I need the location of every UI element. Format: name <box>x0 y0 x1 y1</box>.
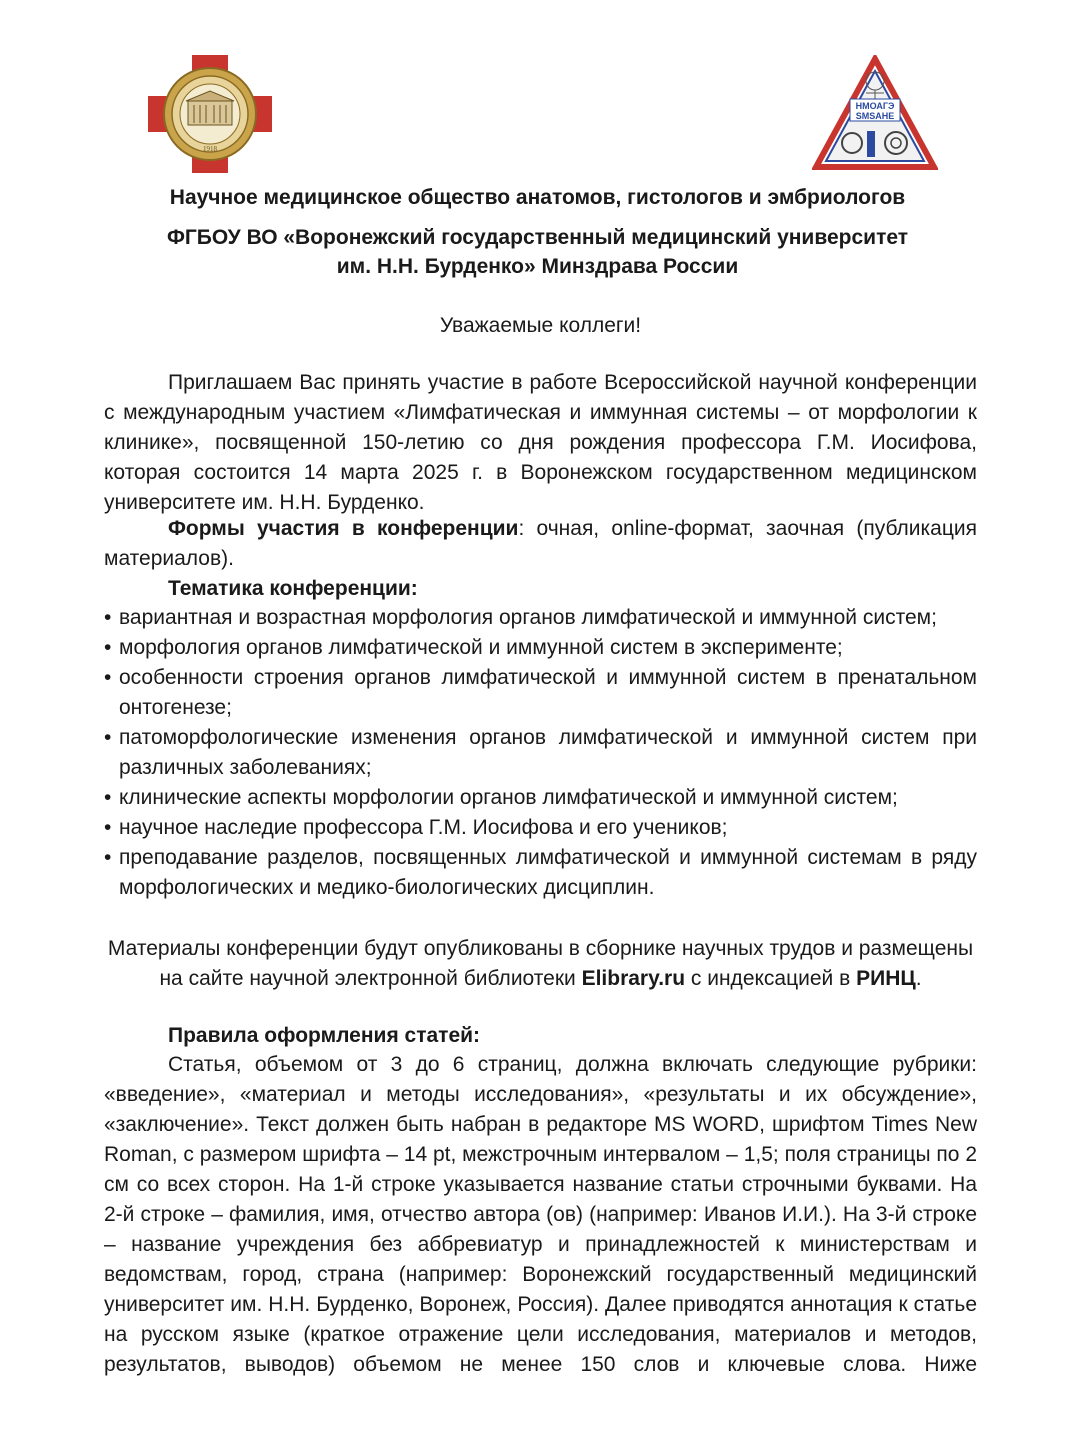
list-item: • научное наследие профессора Г.М. Иосифова и его учеников; <box>104 813 977 843</box>
list-item: • особенности строения органов лимфатической и иммунной систем в пренатальном онтогенезе; <box>104 663 977 723</box>
greeting: Уважаемые коллеги! <box>439 314 642 337</box>
topics-heading: Тематика конференции: <box>168 577 418 600</box>
publication-line-2: на сайте научной электронной библиотеки Elibrary.ru с индексацией в РИНЦ. <box>159 967 922 990</box>
publication-notice <box>104 934 977 994</box>
university-name-heading: ФГБОУ ВО «Воронежский государственный медицинский университет <box>166 226 909 249</box>
topics-list <box>104 603 977 903</box>
list-item: • вариантная и возрастная морфология органов лимфатической и иммунной систем; <box>104 603 977 633</box>
rules-paragraph: Статья, объемом от 3 до 6 страниц, должна включать следующие рубрики: «введение», «материал и методы исследования», «результаты и их обсуждение», «заключение». Текст должен быть набран в редакторе MS WORD, шрифтом Times New Roman, с размером шрифта – 14 pt, межстрочным интервалом – 1,5; поля страницы по 2 см со всех сторон. На 1-й строке указывается название статьи строчными буквами. На 2-й строке – фамилия, имя, отчество автора (ов) (например: Иванов И.И.). На 3-й строке – название учреждения без аббревиатур и принадлежностей к министерствам и ведомствам, город, страна (например: Воронежский государственный медицинский университет им. Н.Н. Бурденко, Воронеж, Россия). Далее приводятся аннотация к статье на русском языке (краткое отражение цели исследования, материалов и методов, результатов, выводов) объемом не менее 150 слов и ключевые слова. Ниже <box>104 1053 977 1376</box>
university-emblem-logo <box>148 55 272 173</box>
list-item: • преподавание разделов, посвященных лимфатической и иммунной системам в ряду морфологических и медико-биологических дисциплин. <box>104 843 977 903</box>
intro-paragraph: Приглашаем Вас принять участие в работе Всероссийской научной конференции с международным участием «Лимфатическая и иммунная системы – от морфологии к клинике», посвященной 150-летию со дня рождения профессора Г.М. Иосифова, которая состоится 14 марта 2025 г. в Воронежском государственном медицинском университете им. Н.Н. Бурденко. <box>104 371 977 514</box>
publication-line-1: Материалы конференции будут опубликованы в сборнике научных трудов и размещены <box>107 937 974 960</box>
participation-forms <box>104 514 977 574</box>
elibrary-link-text: Elibrary.ru <box>581 967 686 990</box>
rules-heading: Правила оформления статей: <box>168 1024 481 1047</box>
society-triangle-logo <box>812 55 938 171</box>
participation-forms-label: Формы участия в конференции <box>168 517 519 540</box>
rinc-text: РИНЦ <box>856 967 916 990</box>
svg-text:1918: 1918 <box>203 145 217 153</box>
list-item: • морфология органов лимфатической и иммунной систем в эксперименте; <box>104 633 977 663</box>
list-item: • клинические аспекты морфологии органов лимфатической и иммунной систем; <box>104 783 977 813</box>
svg-text:НМОАГЭ: НМОАГЭ <box>855 101 895 111</box>
participation-forms-text: : очная, online-формат, заочная (публикация материалов). <box>104 517 977 570</box>
society-name-heading: Научное медицинское общество анатомов, гистологов и эмбриологов <box>169 186 906 209</box>
svg-text:SMSAHE: SMSAHE <box>855 111 895 121</box>
list-item: • патоморфологические изменения органов лимфатической и иммунной систем при различных заболеваниях; <box>104 723 977 783</box>
university-name-heading-cont: им. Н.Н. Бурденко» Минздрава России <box>336 255 739 278</box>
